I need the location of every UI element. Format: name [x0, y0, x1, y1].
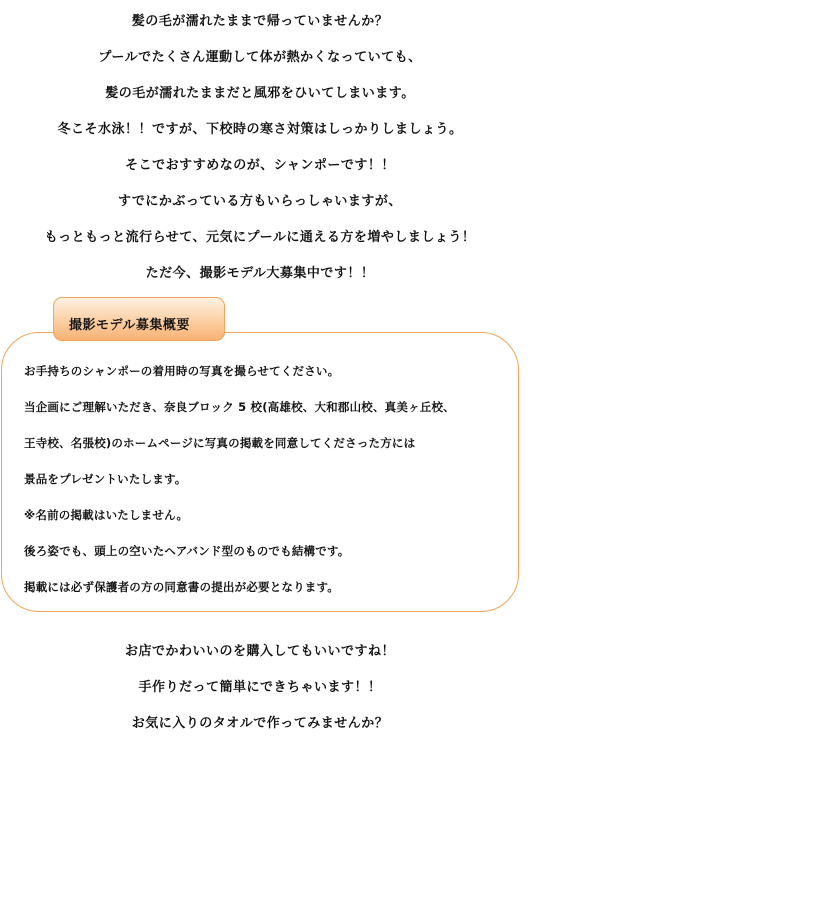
intro-line-4: 冬こそ水泳！！ですが、下校時の寒さ対策はしっかりしましょう。 [57, 122, 463, 137]
recruit-line-1: お手持ちのシャンポーの着用時の写真を撮らせてください。 [24, 364, 340, 378]
outro-line-1: お店でかわいいのを購入してもいいですね！ [124, 644, 395, 659]
recruit-line-2: 当企画にご理解いただき、奈良ブロック 5 校(高雄校、大和郡山校、真美ヶ丘校、 [24, 400, 455, 414]
intro-line-3: 髪の毛が濡れたままだと風邪をひいてしまいます。 [105, 86, 415, 101]
outro-line-2: 手作りだって簡単にできちゃいます！！ [138, 680, 382, 695]
recruit-title-tab [53, 297, 225, 341]
outro-line-3: お気に入りのタオルで作ってみませんか？ [131, 716, 389, 731]
intro-line-6: すでにかぶっている方もいらっしゃいますが、 [118, 194, 402, 209]
intro-line-8: ただ今、撮影モデル大募集中です！！ [145, 266, 375, 281]
recruit-title: 撮影モデル募集概要 [69, 318, 190, 333]
recruit-line-3: 王寺校、名張校)のホームページに写真の掲載を同意してくださった方には [24, 436, 416, 450]
recruit-line-6: 後ろ姿でも、頭上の空いたヘアバンド型のものでも結構です。 [24, 544, 350, 558]
intro-line-5: そこでおすすめなのが、シャンポーです！！ [125, 158, 395, 173]
recruit-line-7: 掲載には必ず保護者の方の同意書の提出が必要となります。 [24, 580, 339, 594]
intro-line-7: もっともっと流行らせて、元気にプールに通える方を増やしましょう！ [44, 230, 476, 245]
intro-line-2: プールでたくさん運動して体が熱かくなっていても、 [98, 50, 422, 65]
recruit-panel [1, 332, 519, 612]
intro-line-1: 髪の毛が濡れたままで帰っていませんか？ [131, 14, 389, 29]
recruit-line-4: 景品をプレゼントいたします。 [24, 472, 187, 486]
recruit-line-5: ※名前の掲載はいたしません。 [24, 508, 189, 522]
